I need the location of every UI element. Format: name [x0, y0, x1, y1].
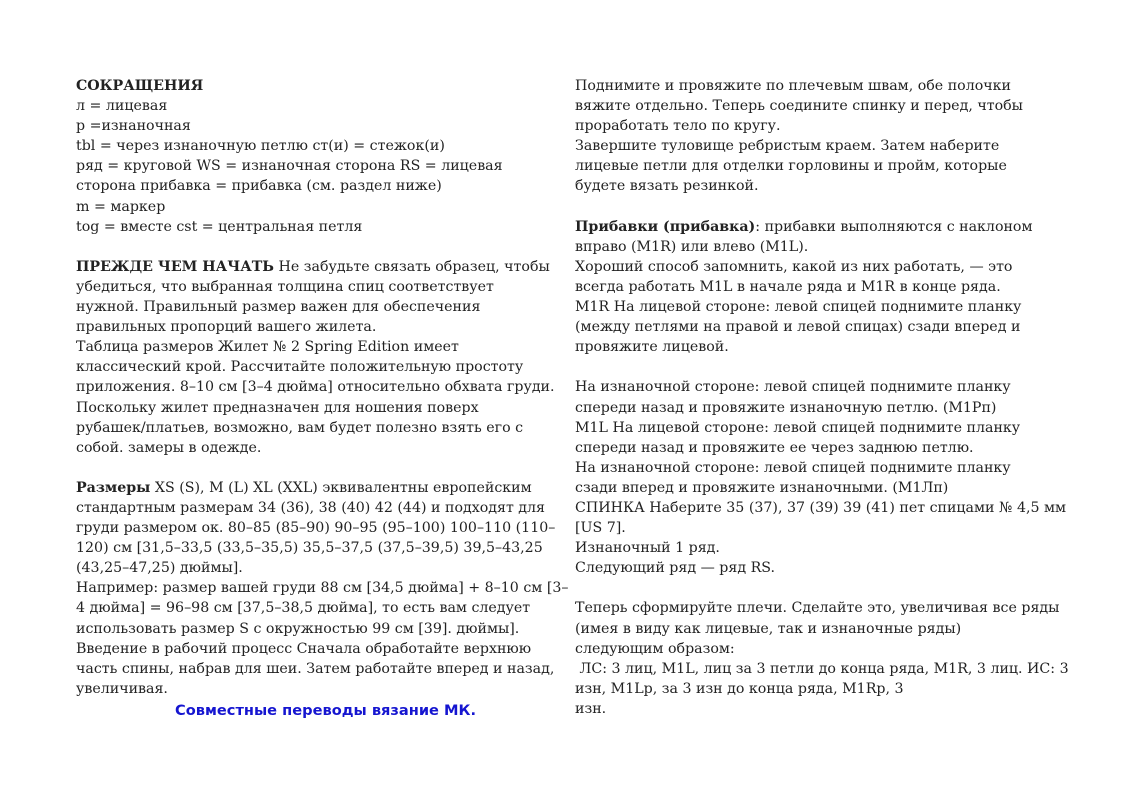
text-line: приложения. 8–10 см [3–4 дюйма] относительно обхвата груди.: [76, 379, 555, 396]
text-line: р =изнаночная: [76, 118, 191, 135]
paragraph-gap: [76, 237, 556, 257]
right-column: [575, 76, 1069, 719]
text-line: вправо (M1R) или влево (M1L).: [575, 238, 809, 255]
sizes-title: Размеры: [76, 479, 151, 496]
text-line: проработать тело по кругу.: [575, 118, 781, 135]
credit-line: Совместные переводы вязание МК.: [175, 702, 477, 719]
text-line: M1L На лицевой стороне: левой спицей поднимите планку: [575, 419, 1021, 436]
text-line: увеличивая.: [76, 680, 168, 697]
text-line: 120) см [31,5–33,5 (33,5–35,5) 35,5–37,5 (37,5–39,5) 39,5–43,25: [76, 540, 543, 557]
abbreviations-title: СОКРАЩЕНИЯ: [76, 78, 204, 94]
text-line: Поднимите и провяжите по плечевым швам, обе полочки: [575, 78, 1011, 94]
text-line: следующим образом:: [575, 640, 735, 657]
text-line: правильных пропорций вашего жилета.: [76, 319, 377, 336]
text-line: ЛС: 3 лиц, M1L, лиц за 3 петли до конца ряда, M1R, 3 лиц. ИС: 3: [575, 660, 1069, 677]
text-line: вяжите отдельно. Теперь соедините спинку и перед, чтобы: [575, 98, 1023, 115]
text-line: На изнаночной стороне: левой спицей поднимите планку: [575, 379, 1011, 396]
text-run: Не забудьте связать образец, чтобы: [274, 258, 550, 275]
text-line: (между петлями на правой и левой спицах) сзади вперед и: [575, 319, 1021, 336]
text-line: 4 дюйма] = 96–98 см [37,5–38,5 дюйма], то есть вам следует: [76, 600, 531, 617]
text-line: всегда работать M1L в начале ряда и M1R в конце ряда.: [575, 278, 1001, 295]
text-line: На изнаночной стороне: левой спицей поднимите планку: [575, 459, 1011, 476]
text-line: Хороший способ запомнить, какой из них работать, — это: [575, 258, 1013, 275]
increases-title: Прибавки (прибавка): [575, 218, 756, 235]
text-line: Изнаночный 1 ряд.: [575, 540, 720, 557]
before-start-title: ПРЕЖДЕ ЧЕМ НАЧАТЬ: [76, 258, 275, 275]
sizes-first-line: [76, 478, 556, 498]
text-line: Следующий ряд — ряд RS.: [575, 560, 775, 577]
paragraph-gap: [76, 458, 556, 478]
text-line: Завершите туловище ребристым краем. Затем наберите: [575, 138, 1000, 155]
text-line: (имея в виду как лицевые, так и изнаночные ряды): [575, 620, 962, 637]
text-line: tbl = через изнаночную петлю ст(и) = стежок(и): [76, 138, 445, 155]
text-line: изн, M1Lp, за 3 изн до конца ряда, M1Rp, 3: [575, 680, 904, 697]
text-line: классический крой. Рассчитайте положительную простоту: [76, 359, 524, 376]
text-line: рубашек/платьев, возможно, вам будет полезно взять его с: [76, 419, 524, 436]
text-line: спереди назад и провяжите изнаночную петлю. (M1Рп): [575, 399, 997, 416]
text-line: сторона прибавка = прибавка (см. раздел ниже): [76, 178, 442, 195]
text-line: Например: размер вашей груди 88 см [34,5 дюйма] + 8–10 см [3–: [76, 580, 569, 597]
text-line: Введение в рабочий процесс Сначала обработайте верхнюю: [76, 640, 532, 657]
text-line: изн.: [575, 700, 607, 717]
text-line: лицевые петли для отделки горловины и пройм, которые: [575, 158, 1007, 175]
text-line: использовать размер S с окружностью 99 см [39]. дюймы].: [76, 620, 520, 637]
text-line: Теперь сформируйте плечи. Сделайте это, увеличивая все ряды: [575, 600, 1060, 617]
text-line: собой. замеры в одежде.: [76, 439, 262, 456]
text-line: нужной. Правильный размер важен для обеспечения: [76, 299, 481, 316]
text-run: : прибавки выполняются с наклоном: [755, 218, 1033, 235]
text-line: [US 7].: [575, 520, 626, 537]
text-line: часть спины, набрав для шеи. Затем работайте вперед и назад,: [76, 660, 555, 677]
text-line: Поскольку жилет предназначен для ношения поверх: [76, 399, 479, 416]
text-line: (43,25–47,25) дюймы].: [76, 560, 243, 577]
paragraph-gap: [575, 357, 1065, 377]
text-line: спереди назад и провяжите ее через заднюю петлю.: [575, 439, 974, 456]
text-line: стандартным размерам 34 (36), 38 (40) 42 (44) и подходят для: [76, 499, 546, 516]
text-line: Таблица размеров Жилет № 2 Spring Edition имеет: [76, 339, 459, 356]
text-line: груди размером ок. 80–85 (85–90) 90–95 (95–100) 100–110 (110–: [76, 520, 556, 537]
before-start-first-line: [76, 257, 556, 277]
text-line: m = маркер: [76, 198, 166, 215]
increases-first-line: [575, 217, 1065, 237]
text-line: сзади вперед и провяжите изнаночными. (M1Лп): [575, 479, 949, 496]
left-column: [76, 76, 569, 699]
text-line: убедиться, что выбранная толщина спиц соответствует: [76, 278, 494, 295]
text-line: M1R На лицевой стороне: левой спицей поднимите планку: [575, 299, 1022, 316]
paragraph-gap: [575, 197, 1065, 217]
text-line: ряд = круговой WS = изнаночная сторона RS = лицевая: [76, 158, 503, 175]
text-line: tog = вместе cst = центральная петля: [76, 218, 363, 235]
text-run: XS (S), M (L) XL (XXL) эквивалентны европейским: [150, 479, 532, 496]
text-line: будете вязать резинкой.: [575, 178, 759, 195]
text-line: л = лицевая: [76, 98, 168, 115]
text-line: провяжите лицевой.: [575, 339, 729, 356]
text-line: СПИНКА Наберите 35 (37), 37 (39) 39 (41) пет спицами № 4,5 мм: [575, 499, 1067, 516]
paragraph-gap: [575, 578, 1065, 598]
